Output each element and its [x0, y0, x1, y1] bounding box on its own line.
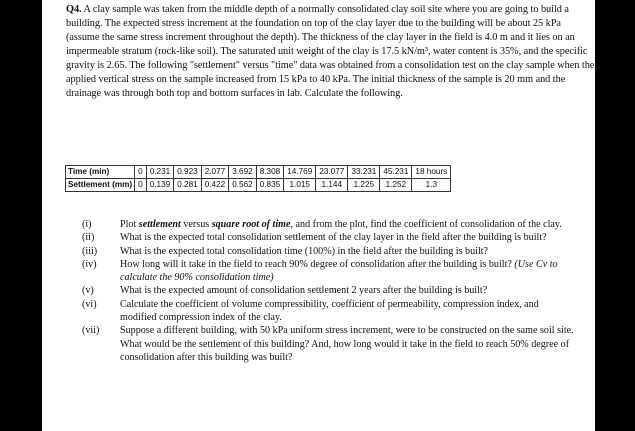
item-number: (vi) [82, 298, 97, 310]
table-cell: 0.562 [229, 179, 257, 192]
item-emphasis: square root of time [211, 219, 291, 230]
item-text: Calculate the coefficient of volume compressibility, coefficient of permeability, compression index, and modified compression index of the clay. [120, 298, 539, 324]
list-item [66, 284, 576, 297]
settlement-header: Settlement (mm) [66, 179, 135, 192]
item-text: , and from the plot, find the coefficient of consolidation of the clay. [290, 219, 562, 230]
table-cell: 0 [135, 179, 147, 192]
question-intro [66, 3, 595, 101]
item-emphasis: settlement [138, 219, 181, 230]
table-cell: 0.422 [201, 179, 229, 192]
table-cell: 23.077 [316, 166, 348, 179]
table-cell: 18 hours [412, 166, 451, 179]
item-number: (i) [82, 219, 92, 230]
item-number: (ii) [82, 232, 95, 244]
item-text: Plot [120, 219, 139, 230]
list-item [66, 245, 576, 258]
time-header: Time (min) [66, 166, 135, 179]
table-row-time [66, 166, 451, 179]
list-item [66, 324, 576, 364]
item-number: (v) [82, 285, 94, 297]
document-page [42, 0, 595, 431]
table-cell: 1.225 [348, 179, 380, 192]
table-cell: 1.144 [316, 179, 348, 192]
item-text: How long will it take in the field to reach 90% degree of consolidation after the building is built? [120, 258, 515, 270]
table-cell: 33.231 [348, 166, 380, 179]
item-number: (iv) [82, 258, 97, 270]
table-row-settlement [66, 179, 451, 192]
table-cell: 0.923 [174, 166, 202, 179]
table-cell: 0.139 [146, 179, 174, 192]
table-cell: 0.231 [146, 166, 174, 179]
item-text: What is the expected total consolidation settlement of the clay layer in the field after the building is built? [120, 232, 547, 244]
question-text: A clay sample was taken from the middle depth of a normally consolidated clay soil site where you are going to build a building. The expected stress increment at the foundation on top of the clay layer due to the building will be about 25 kPa (assume the same stress increment throughout the depth). The thickness of the clay layer in the field is 4.0 m and it lies on an impermeable stratum (rock-like soil). The saturated unit weight of the clay is 17.5 kN/m³, water content is 35%, and the specific gravity is 2.65. The following "settlement" versus "time" data was obtained from a consolidation test on the clay sample when the applied vertical stress on the sample increased from 15 kPa to 40 kPa. The initial thickness of the sample is 20 mm and the drainage was through both top and bottom surfaces in lab. Calculate the following. [66, 4, 595, 99]
item-note: (Use Cv to calculate the 90% consolidation time) [120, 258, 558, 284]
item-number: (vii) [82, 325, 100, 337]
question-list [66, 218, 576, 364]
table-cell: 2.077 [201, 166, 229, 179]
list-item [66, 298, 576, 325]
list-item [66, 258, 576, 285]
table-cell: 1.015 [284, 179, 316, 192]
table-cell: 1.252 [380, 179, 412, 192]
table-cell: 1.3 [412, 179, 451, 192]
question-label: Q4. [66, 4, 82, 15]
table-cell: 14.769 [284, 166, 316, 179]
table-cell: 3.692 [229, 166, 257, 179]
table-cell: 8.308 [256, 166, 284, 179]
settlement-time-table [65, 165, 451, 192]
item-number: (iii) [82, 245, 98, 257]
table-cell: 45.231 [380, 166, 412, 179]
list-item [66, 218, 576, 231]
table-cell: 0.835 [256, 179, 284, 192]
item-text: What is the expected amount of consolidation settlement 2 years after the building is built? [120, 285, 488, 297]
item-text: What is the expected total consolidation time (100%) in the field after the building is built? [120, 245, 489, 257]
table-cell: 0.281 [174, 179, 202, 192]
list-item [66, 231, 576, 244]
item-text: Suppose a different building, with 50 kPa uniform stress increment, were to be constructed on the same soil site. What would be the settlement of this building? And, how long would it take in the field to reach 50% degree of consolidation after this building was built? [120, 325, 574, 363]
item-text: versus [180, 219, 212, 230]
table-cell: 0 [135, 166, 147, 179]
